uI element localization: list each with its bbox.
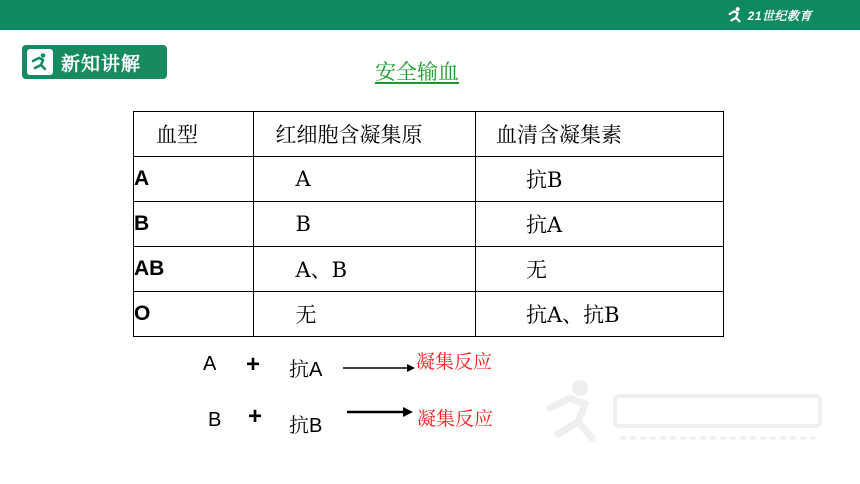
reaction-result: 凝集反应 [417,408,494,430]
arrow-icon [347,406,413,418]
reaction-right: 抗A [289,359,323,381]
reaction-right: 抗B [289,415,323,437]
header-blood-type: 血型 [134,112,254,157]
header-antigen: 红细胞含凝集原 [253,112,475,157]
antigen-cell: 无 [253,292,475,337]
blood-type-cell: A [134,157,254,202]
reaction-left: A [203,353,217,375]
table-row [134,247,724,292]
antibody-cell: 抗A [475,202,723,247]
runner-icon [726,6,744,24]
antigen-cell: A、B [253,247,475,292]
brand-name: 21世纪教育 [747,8,812,23]
antigen-cell: B [253,202,475,247]
page-title: 安全输血 [375,60,459,84]
blood-type-cell: AB [134,247,254,292]
blood-type-table [133,111,724,337]
antibody-cell: 抗A、抗B [475,292,723,337]
table-row [134,157,724,202]
table-row [134,292,724,337]
table-header-row [134,112,724,157]
runner-badge-icon [27,49,53,75]
brand-logo [726,4,812,26]
reaction-left: B [208,409,222,431]
blood-type-cell: B [134,202,254,247]
top-bar [0,0,860,30]
section-badge [22,45,167,79]
arrow-icon [343,362,415,374]
watermark-logo [540,378,830,448]
antigen-cell: A [253,157,475,202]
header-antibody: 血清含凝集素 [475,112,723,157]
table-row [134,202,724,247]
antibody-cell: 无 [475,247,723,292]
reaction-plus: + [248,403,263,430]
antibody-cell: 抗B [475,157,723,202]
blood-type-cell: O [134,292,254,337]
reaction-plus: + [246,351,261,378]
badge-label: 新知讲解 [61,52,142,75]
reaction-result: 凝集反应 [416,351,493,373]
